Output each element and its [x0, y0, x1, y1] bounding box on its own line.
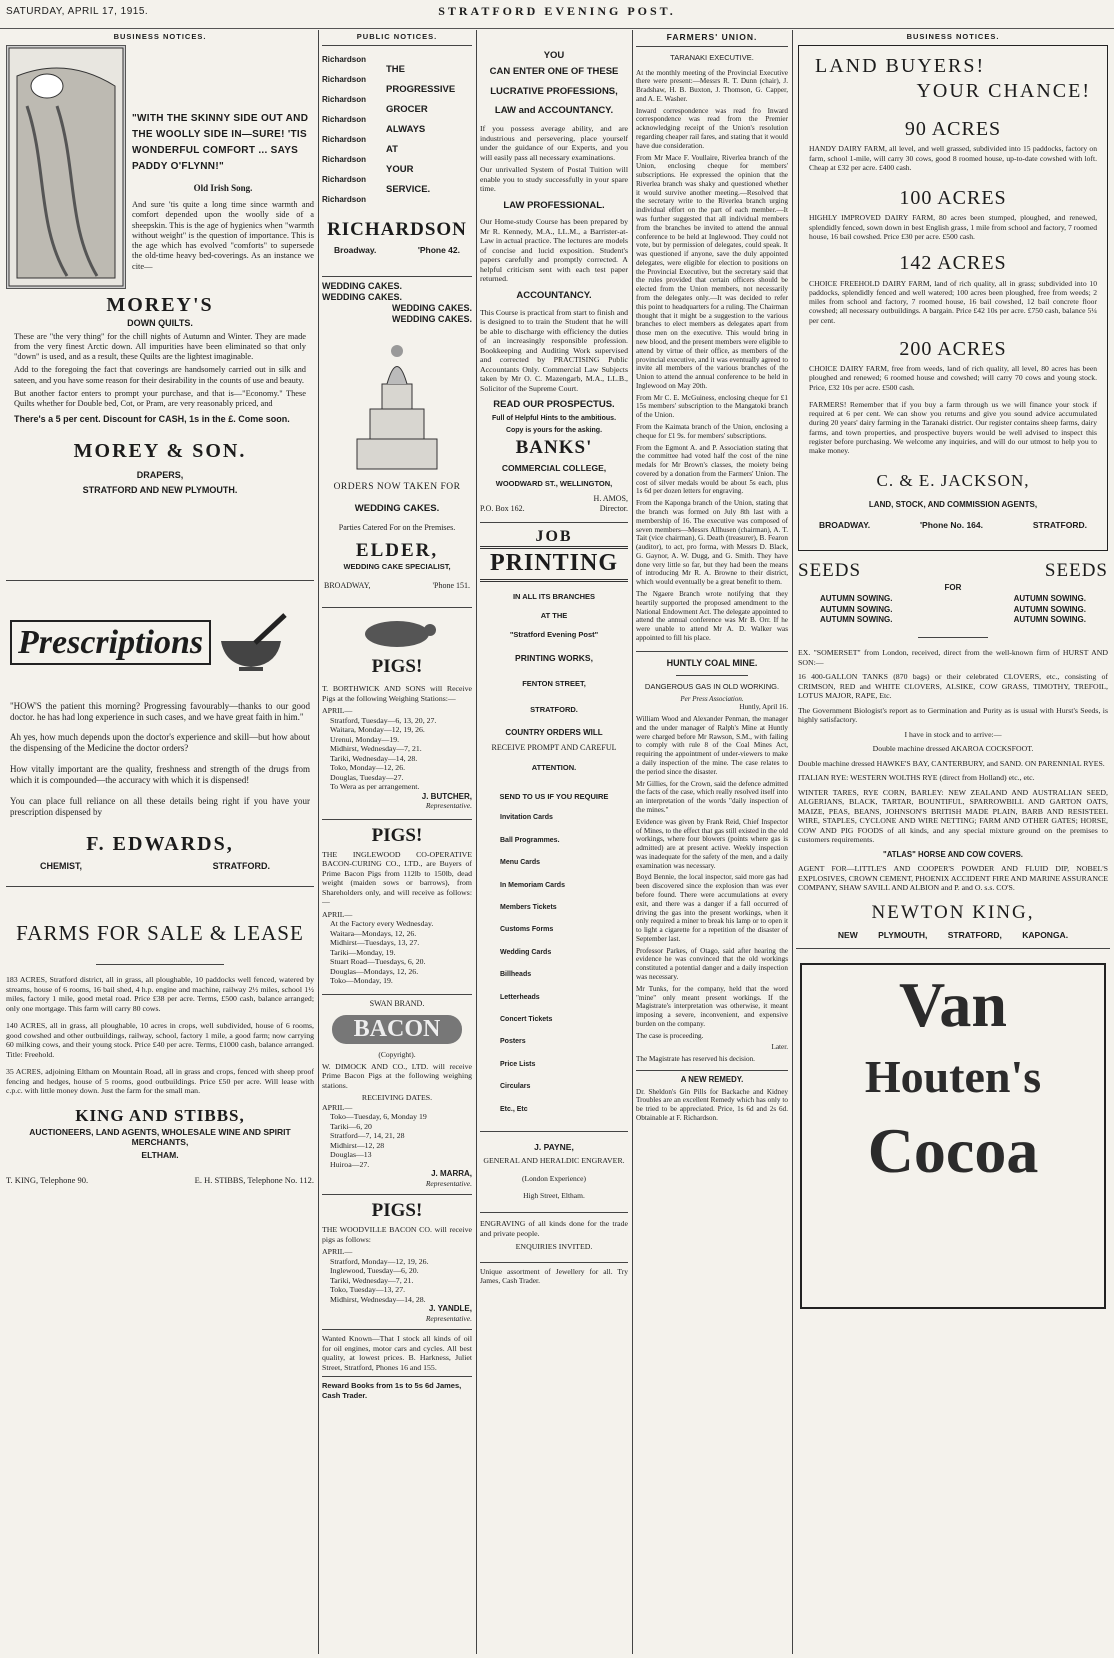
union-paragraph: From Mr C. E. McGuiness, enclosing cheque for £1 15s members' subscription to the Mangatoki branch of the Union.: [636, 393, 788, 420]
slogan-word: YOUR: [386, 163, 414, 175]
college-para-4: This Course is practical from start to finish and is designed to to train the Student that he will be able to discharge with efficiency the duties of an increasingly responsible profession. Bookkeeping and Auditing Work supervised and corrected by PRACTISING Public Accountants Only. Commercial Law Subjects taken by Mr O. C. Mazengarb, M.A., LL.B., Solicitor of the Supreme Court.: [480, 307, 628, 393]
schedule-month: APRIL—: [322, 909, 353, 919]
printing-item: Etc., Etc: [500, 1105, 528, 1113]
swan-brand: SWAN BRAND.: [369, 998, 425, 1008]
schedule-entry: Urenui, Monday—19.: [330, 734, 400, 744]
union-paragraph: From Mr Mace F. Voullaire, Riverlea branch of the Union, enclosing cheque for members' subscriptions. He expressed the opinion that the Riverlea branch was shaky and questioned whether it would survive another meeting.—Resolved that the secretary write to the Riverlea branch urging individual effort on the part of each member.—It was further suggested that all individual members from the branches be invited to attend the annual conference to be held at Inglewood. They could not vote, but by permission of delegates, could speak. It was questioned if anyone, save the duly appointed delegates, were eligible for election to positions on the Provincial Executive, but the secretary said that the rules provided that certain officers should be elected from the Union members, not necessarily from the delegates only.—It was decided to refer this point to headquarters for a ruling. The Chairman thought that it might be a suggestion to the various branches to elect members as delegates apart from those men on the executive. This would bring in new blood, and the present members were eligible to attend by virtue of their office, as members of the provincial executive, and it was eventually agreed to invite all members of the various branches of the Union to attend the annual conference to be held in Inglewood on May 20th.: [636, 153, 788, 390]
reward-books-notice: Reward Books from 1s to 5s 6d James, Cash Trader.: [322, 1381, 462, 1400]
job-heading: JOB: [535, 527, 573, 545]
richardson-name: Richardson: [322, 135, 367, 145]
wedding-cakes-line: WEDDING CAKES.: [391, 313, 472, 324]
schedule-entry: Stuart Road—Tuesdays, 6, 20.: [330, 957, 426, 967]
elder-cakes: WEDDING CAKES.: [354, 503, 440, 515]
column-1: [6, 30, 314, 1654]
issue-date: SATURDAY, APRIL 17, 1915.: [6, 6, 149, 17]
schedule-entry: Toko, Tuesday—13, 27.: [330, 1285, 406, 1295]
college-para-1: If you possess average ability, and are industrious and persevering, place yourself under the guidance of our Experts, and you will easily pass all necessary examinations.: [480, 124, 628, 162]
schedule-entry: Huiroa—27.: [330, 1159, 370, 1169]
banks-director: Director.: [599, 504, 628, 514]
prospectus-hint: Full of Helpful Hints to the ambitious.: [491, 414, 617, 422]
elder-advert: [322, 281, 472, 595]
elder-orders: ORDERS NOW TAKEN FOR: [333, 481, 461, 492]
union-paragraph: From the Kaimata branch of the Union, enclosing a cheque for £1 9s. for members' subscriptions.: [636, 422, 788, 440]
huntly-subheading: DANGEROUS GAS IN OLD WORKING.: [644, 681, 780, 691]
banks-amos: H. AMOS,: [593, 494, 628, 504]
huntly-paragraph: Mr Tunks, for the company, held that the word "mine" only meant present workings. If the Magistrate's interpretation was otherwise, it meant imposing a severe, inconvenient, and expensive burden on the company.: [636, 984, 788, 1028]
printing-item: Billheads: [500, 971, 532, 979]
printing-item: Members Tickets: [500, 904, 557, 912]
union-paragraph: Inward correspondence was read fro Inward correspondence was read from the Premier acknowledging receipt of the Union's resolution regarding cheaper rail fares, and stating that it would have due consideration.: [636, 106, 788, 150]
payne-trade: GENERAL AND HERALDIC ENGRAVER.: [483, 1156, 625, 1166]
elder-parties: Parties Catered For on the Premises.: [338, 522, 456, 532]
banks-college: COMMERCIAL COLLEGE,: [501, 462, 607, 473]
quilt-drawing-icon: [7, 46, 125, 288]
schedule-entry: Douglas—Mondays, 12, 26.: [330, 966, 419, 976]
column-4: [636, 30, 788, 1654]
jackson-heading-1: LAND BUYERS!: [815, 55, 986, 78]
slogan-word: SERVICE.: [386, 183, 431, 195]
schedule-entry: Douglas—13: [330, 1150, 372, 1160]
schedule-entry: Stratford—7, 14, 21, 28: [330, 1131, 405, 1141]
masthead: [0, 0, 1114, 29]
column-rule: [318, 30, 319, 1654]
engraving-notice: ENGRAVING of all kinds done for the trade and private people.: [480, 1219, 628, 1238]
van-houten-word: Van: [899, 969, 1007, 1041]
richardson-name: Richardson: [322, 175, 367, 185]
section-header: BUSINESS NOTICES.: [906, 32, 1000, 41]
edwards-para-4: You can place full reliance on all these details being right if you have your prescription dispensed by: [10, 796, 310, 818]
morey-quote: "WITH THE SKINNY SIDE OUT AND THE WOOLLY SIDE IN—SURE! 'TIS WONDERFUL COMFORT ... SAYS PADDY O'FLYNN!": [132, 113, 309, 173]
printing-item: Price Lists: [500, 1060, 536, 1068]
printing-item: Wedding Cards: [500, 948, 552, 956]
acreage-heading: 200 ACRES: [899, 337, 1007, 360]
huntly-paragraph: Later.: [771, 1043, 788, 1052]
schedule-entry: Toko—Monday, 19.: [330, 976, 393, 986]
column-rule: [632, 30, 633, 1654]
kingstibbs-town: ELTHAM.: [141, 1150, 179, 1161]
section-header: BUSINESS NOTICES.: [113, 32, 207, 41]
farm-description: CHOICE DAIRY FARM, free from weeds, land of rich quality, all level, 80 acres has been ploughed and renewed; 6 roomed house and cowshed; will carry 70 cows and young stock. Price, £32 10s per acre. £500 cash.: [809, 364, 1097, 392]
richardson-name: Richardson: [322, 195, 367, 205]
jackson-firm: C. & E. JACKSON,: [876, 471, 1030, 491]
column-rule: [476, 30, 477, 1654]
richardson-firm: RICHARDSON: [327, 219, 467, 241]
printing-item: Invitation Cards: [500, 814, 553, 822]
huntly-heading: HUNTLY COAL MINE.: [666, 657, 758, 668]
law-heading: LAW PROFESSIONAL.: [503, 199, 605, 211]
kingstibbs-firm: KING AND STIBBS,: [75, 1105, 245, 1125]
seeds-para: 16 400-GALLON TANKS (870 bags) or their celebrated CLOVERS, etc., consisting of CRIMSON, RED and WHITE CLOVERS, ALSIKE, COW GRASS, TIMOTHY, TREFOIL, LOTUS MAJOR, RAPE, Etc.: [798, 672, 1108, 701]
slogan-word: AT: [386, 143, 398, 155]
farm-description: CHOICE FREEHOLD DAIRY FARM, land of rich quality, all in grass; subdivided into 10 paddocks, splendidly fenced and well watered; 100 acres been ploughed, free from weeds; 2 miles from school and factory, 7 roomed house, 16 bail cowshed, 12 bail concrete floor cowshed; all necessary outbuildings. A bargain. Price £42 10s per acre. £750 cash, balance 5¼ per cent.: [809, 278, 1097, 325]
works-line: PRINTING WORKS,: [515, 653, 593, 664]
schedule-entry: Toko—Tuesday, 6, Monday 19: [330, 1112, 427, 1122]
seeds-para: WINTER TARES, RYE CORN, BARLEY: NEW ZEALAND AND AUSTRALIAN SEED, ALGERIANS, BLACK, TARTAR, BOUNTIFUL, SPARROWBILL AND GARTON OATS, MAIZE, PEAS, BEANS, JOHNSON'S BRITISH MADE PLAIN, BARB AND RESISTEEL WIRE, STAPLES, CYCLONE AND WIRE NETTING; FARM AND OTHER GATES; HORSE, COW AND PIG FOODS of all kinds, and any special mixture ground on the premises to customers requirements.: [798, 787, 1108, 845]
printing-item: Concert Tickets: [500, 1016, 553, 1023]
huntly-paragraph: The Magistrate has reserved his decision.: [636, 1055, 755, 1064]
seeds-para: "ATLAS" HORSE AND COW COVERS.: [883, 849, 1023, 859]
schedule-entry: Midhirst—Tuesdays, 13, 27.: [330, 938, 420, 948]
jackson-advert: [798, 45, 1108, 551]
at-the-line: AT THE: [540, 610, 568, 620]
union-paragraph: The Ngaere Branch wrote notifying that they heartily supported the proposed amendment to the National Endowment Act. The delegate appointed to attend the annual conference was Mr B. Orr. If he were unable to attend Mr A. D. Walker was appointed to fill his place.: [636, 590, 788, 642]
huntly-dateline: Huntly, April 16.: [739, 703, 788, 712]
section-header: FARMERS' UNION.: [666, 32, 758, 42]
column-3: [480, 30, 628, 1654]
van-houten-word: Cocoa: [867, 1114, 1039, 1186]
morey-advert: [6, 45, 314, 580]
huntly-paragraph: The case is proceeding.: [636, 1031, 704, 1040]
farmers-note: FARMERS! Remember that if you buy a farm through us we will finance your stock if required at 6 per cent. We can show you returns and give you sound advice accumulated during 20 years' dairy farming in the Taranaki district. Our register contains sheep farms, dairy farms, and town properties, and prospective buyers would be well advised to inspect this register before purchasing. We welcome any inquiries, and will do our utmost to help you to make money.: [809, 399, 1097, 456]
jewellery-notice: Unique assortment of Jewellery for all. Try James, Cash Trader.: [480, 1266, 628, 1285]
van-houtens-advert: [800, 963, 1106, 1309]
schedule-entry: Midhirst, Wednesday—14, 28.: [330, 1294, 426, 1304]
receive-prompt: RECEIVE PROMPT AND CAREFUL: [491, 743, 617, 753]
seeds-para: ITALIAN RYE: WESTERN WOLTHS RYE (direct from Holland) etc., etc.: [798, 773, 1035, 783]
pigs-heading: PIGS!: [371, 824, 423, 846]
huntly-paragraph: Evidence was given by Frank Reid, Chief Inspector of Mines, to the effect that gas still existed in the old workings, where four blowers (points where gas is admitted) are at present active. Weekly inspection was inadequate for the safety of the men, and a daily examination was necessary.: [636, 817, 788, 870]
woodville-intro: THE WOODVILLE BACON CO. will receive pigs as follows:: [322, 1225, 472, 1244]
printing-item: Customs Forms: [500, 926, 554, 934]
country-orders: COUNTRY ORDERS WILL: [505, 727, 603, 737]
pigs-heading: PIGS!: [371, 656, 423, 678]
schedule-entry: Toko, Monday—12, 26.: [330, 763, 406, 773]
richardson-name: Richardson: [322, 115, 367, 125]
morey-firm: MOREY & SON.: [73, 440, 247, 463]
huntly-paragraph: Boyd Bennie, the local inspector, said more gas had been discovered since the explosion than was ever before found. There were accumulations at every exit, and there was a danger if a fall occurred of driving the gas into the present workings, when it only required a miner to break his lamp or to open it to light a cigarette for a repetition of the disaster of September last.: [636, 873, 788, 943]
banks-street: WOODWARD ST., WELLINGTON,: [495, 479, 613, 489]
college-para-2: Our unrivalled System of Postal Tuition will enable you to study successfully in your spare time.: [480, 165, 628, 194]
richardson-name: Richardson: [322, 95, 367, 105]
wedding-cakes-line: WEDDING CAKES.: [322, 280, 403, 291]
marra-role: Representative.: [425, 1179, 472, 1189]
richardson-address: Broadway.: [334, 245, 377, 256]
payne-experience: (London Experience): [522, 1173, 586, 1183]
marra-name: J. MARRA,: [431, 1169, 472, 1179]
yandle-name: J. YANDLE,: [428, 1304, 472, 1314]
sleeper-illustration: [6, 45, 126, 289]
edwards-para-1: "HOW'S the patient this morning? Progressing favourably—thanks to our good doctor. he has had long experience in such cases, and we have great faith in him.": [10, 700, 310, 722]
schedule-entry: Stratford, Tuesday—6, 13, 20, 27.: [330, 715, 437, 725]
richardson-phone: 'Phone 42.: [417, 245, 460, 256]
schedule-entry: At the Factory every Wednesday.: [330, 919, 434, 929]
seeds-heading-right: SEEDS: [1044, 560, 1108, 582]
schedule-entry: Stratford, Monday—12, 19, 26.: [330, 1256, 429, 1266]
prospectus-copy: Copy is yours for the asking.: [505, 427, 603, 435]
bacon-copyright: (Copyright).: [378, 1049, 416, 1059]
schedule-entry: To Wera as per arrangement.: [330, 782, 420, 792]
edwards-town: STRATFORD.: [212, 860, 270, 871]
dimock-advert: [322, 999, 472, 1189]
printing-item: Posters: [500, 1038, 526, 1046]
edwards-firm: F. EDWARDS,: [86, 833, 234, 856]
printing-item: Menu Cards: [500, 859, 541, 867]
morey-brand: MOREY'S: [106, 294, 214, 317]
jackson-town: STRATFORD.: [1032, 519, 1087, 530]
schedule-entry: Midhirst—12, 28: [330, 1140, 385, 1150]
jackson-phone: 'Phone No. 164.: [920, 519, 983, 530]
newton-king-firm: NEWTON KING,: [871, 901, 1035, 923]
richardson-name: Richardson: [322, 55, 367, 65]
banks-college-advert: [480, 30, 628, 514]
schedule-entry: Tariki—6, 20: [330, 1121, 372, 1131]
job-printing-advert: [480, 527, 628, 1121]
yandle-role: Representative.: [425, 1314, 472, 1324]
payne-address: High Street, Eltham.: [523, 1190, 585, 1200]
woodville-advert: [322, 1199, 472, 1323]
professions-headline: CAN ENTER ONE OF THESE LUCRATIVE PROFESSIONS, LAW and ACCOUNTANCY.: [489, 65, 619, 117]
inglewood-intro: THE INGLEWOOD CO-OPERATIVE BACON-CURING CO., LTD., are Buyers of Prime Bacon Pigs from 112lb to 150lb, dead weight (maiden sows or barrows), from Shareholders only, and will receive as follows:—: [322, 849, 472, 907]
printing-item: In Memoriam Cards: [500, 881, 565, 889]
jackson-heading-2: YOUR CHANCE!: [916, 79, 1091, 102]
schedule-month: APRIL—: [322, 1247, 353, 1257]
enquiries-invited: ENQUIRIES INVITED.: [515, 1242, 593, 1252]
schedule-month: APRIL—: [322, 1102, 353, 1112]
seeds-heading-left: SEEDS: [798, 560, 862, 582]
butcher-name: J. BUTCHER,: [421, 791, 472, 801]
farms-advert: [6, 887, 314, 1185]
morey-product: DOWN QUILTS.: [127, 317, 193, 328]
newspaper-title: STRATFORD EVENING POST.: [438, 4, 676, 18]
acreage-heading: 90 ACRES: [904, 117, 1002, 140]
remedy-text: Dr. Sheldon's Gin Pills for Backache and Kidney Troubles are an excellent Remedy which has only to be tried to be appreciated. Price, 1s 6d and 2s 6d. Obtainable at F. Richardson.: [636, 1087, 788, 1122]
edwards-para-2: Ah yes, how much depends upon the doctor's experience and skill—but how about the dispensing of the Medicine the doctor orders?: [10, 732, 310, 754]
wedding-cakes-line: WEDDING CAKES.: [391, 302, 472, 313]
farm-listing: 35 ACRES, adjoining Eltham on Mountain Road, all in grass and crops, fenced with sheep proof fencing and hedges, house of 5 rooms, good outbuildings. Price £50 per acre. Will lease with c.p.c. with little money down. Just the farm for the small man.: [6, 1067, 314, 1096]
bacon-logo: BACON: [332, 1015, 462, 1044]
payne-advert: [480, 1142, 628, 1200]
morey-para-1: These are "the very thing" for the chill nights of Autumn and Winter. They are made from the very finest Arctic down. All impurities have been eliminated so that only "down" is used, and as a result, these Quilts are the lightest imaginable.: [14, 331, 306, 361]
acreage-heading: 100 ACRES: [899, 187, 1007, 210]
seeds-para: Double machine dressed HAWKE'S BAY, CANTERBURY, and SAND. ON PARENNIAL RYES.: [798, 758, 1105, 768]
press-association: Per Press Association.: [680, 694, 744, 703]
stibbs-phone: E. H. STIBBS, Telephone No. 112.: [194, 1174, 314, 1185]
morey-song: Old Irish Song.: [193, 183, 253, 194]
printing-item: Ball Programmes.: [500, 836, 560, 844]
branches-line: IN ALL ITS BRANCHES: [512, 591, 596, 601]
autumn-sowing: AUTUMN SOWING.: [1013, 615, 1086, 625]
seeds-para: Double machine dressed AKAROA COCKSFOOT.: [872, 744, 1034, 754]
wedding-cakes-line: WEDDING CAKES.: [322, 291, 403, 302]
printing-item: Circulars: [500, 1083, 531, 1091]
payne-name: J. PAYNE,: [534, 1141, 574, 1152]
van-houten-word: Houten's: [864, 1050, 1042, 1102]
elder-firm: ELDER,: [355, 539, 439, 561]
schedule-entry: Waitara, Monday—12, 19, 26.: [330, 725, 425, 735]
edwards-para-3: How vitally important are the quality, freshness and strength of the drugs from which it is compounded—the accuracy with which it is dispensed!: [10, 764, 310, 786]
autumn-sowing: AUTUMN SOWING.: [820, 594, 893, 604]
autumn-sowing: AUTUMN SOWING.: [1013, 594, 1086, 604]
seeds-para: AGENT FOR—LITTLE'S AND COOPER'S POWDER AND FLUID DIP, NOBEL'S EXPLOSIVES, CROWN CEMENT, PHOENIX ACCIDENT FIRE AND MARINE ASSURANCE COMPANY, SHAW SAVILL AND ALBION and P. and O. s.s. CO'S.: [798, 864, 1108, 893]
harkness-notice: Wanted Known—That I stock all kinds of oil for oil engines, motor cars and cycles. All best quality, at lowest prices. B. Harkness, Juliet Street, Stratford, Phones 16 and 155.: [322, 1334, 472, 1372]
morey-para-2: Add to the foregoing the fact that coverings are handsomely carried out in silk and sateen, and you have some reason for their desirability in the counts of use and beauty.: [14, 365, 306, 385]
prescriptions-heading: Prescriptions: [10, 620, 211, 665]
schedule-entry: Inglewood, Tuesday—6, 20.: [330, 1266, 419, 1276]
schedule-entry: Tariki, Wednesday—14, 28.: [330, 753, 418, 763]
post-line: "Stratford Evening Post": [509, 629, 599, 639]
prospectus-heading: READ OUR PROSPECTUS.: [493, 399, 615, 411]
huntly-paragraph: Professor Parkes, of Otago, said after hearing the evidence he was convinced that the old workings constituted a potential danger and a daily inspection was necessary.: [636, 946, 788, 982]
autumn-sowing: AUTUMN SOWING.: [1013, 604, 1086, 614]
huntly-paragraph: William Wood and Alexander Penman, the manager and the under manager of Ralph's Mine at Huntly were charged before Mr Rawson, S.M., with failing to comply with rule 8 of the Coal Mines Act, requiring the appointment of under-viewers to make a daily inspection of the mine. The case relates to the period since the disaster.: [636, 715, 788, 776]
schedule-month: APRIL—: [322, 706, 353, 716]
union-paragraph: At the monthly meeting of the Provincial Executive there were present:—Messrs R. T. Dunn (chair), J. Bradshaw, H. B. Buxton, J. Thomson, G. Capper, and A. E. Washer.: [636, 68, 788, 103]
pig-icon: [322, 616, 472, 652]
accountancy-heading: ACCOUNTANCY.: [516, 289, 592, 301]
dimock-intro: W. DIMOCK AND CO., LTD. will receive Prime Bacon Pigs at the following weighing stations.: [322, 1061, 472, 1090]
morey-discount: There's a 5 per cent. Discount for CASH, 1s in the £. Come soon.: [14, 414, 290, 425]
morey-intro: And sure 'tis quite a long time since warmth and comfort depended upon the woolly side of a sheepskin. This is the age of hygienics when "warmth without weight" is the question of importance. This is the age which has evolved "comforts" to supersede the old-time heavy bed-coverings. As an instance we cite—: [132, 200, 314, 271]
dimock-receiving: RECEIVING DATES.: [361, 1093, 433, 1103]
stratford-line: STRATFORD.: [530, 704, 578, 714]
farm-listing: 140 ACRES, all in grass, all ploughable, 10 acres in crops, well subdivided, house of 6 rooms, good cowshed and other outbuildings, railway, school, factory 1 mile, a good farm; now carrying 60 milking cows, and their young stock. Price £40 per acre. Terms, £1000 cash, balance arranged. Title: Freehold.: [6, 1021, 314, 1059]
farms-heading: FARMS FOR SALE & LEASE: [16, 920, 304, 945]
banks-name: BANKS': [515, 436, 593, 458]
fenton-line: FENTON STREET,: [522, 679, 586, 689]
section-header: PUBLIC NOTICES.: [356, 32, 438, 41]
pigs-heading: PIGS!: [371, 1200, 423, 1222]
schedule-entry: Douglas, Tuesday—27.: [330, 772, 404, 782]
borthwick-advert: [322, 612, 472, 811]
farm-description: HIGHLY IMPROVED DAIRY FARM, 80 acres been stumped, ploughed, and renewed, splendidly fenced, sown down in best English grass, 1 mile from school and factory, 7 roomed house, 16 bail cowshed. Price £30 per acre. £500 cash.: [809, 213, 1097, 241]
farm-listing: 183 ACRES, Stratford district, all in grass, all ploughable, 10 paddocks well fenced, watered by streams, house of 6 rooms, 16 bail shed, 4 h.p. engine and machine, railway 2½ miles, school 1½ miles, factory 1 mile, good metal road. Price £38 per acre. Terms, £500 cash, balance arranged; only one mortgage. This farm will carry 80 cows.: [6, 975, 314, 1013]
union-paragraph: From the Kaponga branch of the Union, stating that the branch was formed on July 8th last with a membership of 16. The executive was composed of seven members—Messrs Allhusen (chairman), A. T. Tait (vice chairman), G. Death (treasurer), B. Fearon (auditor), to act, pro forma, with Messrs D. Black, G. Gaynor, A. W. Dugg, and G. Smith. They have done very little so far, but they had been the means of introducing Mr R. A. Browne to their district, which would eventually be a great benefit to them.: [636, 499, 788, 587]
autumn-sowing: AUTUMN SOWING.: [820, 615, 893, 625]
union-paragraph: From the Egmont A. and P. Association stating that the committee had voted half the cost of the nine medals for Mr Brown's classes, the moiety being covered by a donation from the Farmers' Union. The cost of silver medals would be about 5s each, plus 1s 6d per dozen letters for engraving.: [636, 443, 788, 496]
acreage-heading: 142 ACRES: [899, 252, 1007, 275]
huntly-paragraph: Mr Gillies, for the Crown, said the defence admitted the facts of the case, which really resolved itself into an interpretation of the words "daily inspection of the mines.": [636, 779, 788, 814]
seeds-para: EX. "SOMERSET" from London, received, direct from the well-known firm of HURST AND SON:—: [798, 648, 1108, 667]
butcher-role: Representative.: [425, 801, 472, 811]
schedule-entry: Midhirst, Wednesday—7, 21.: [330, 744, 422, 754]
morey-para-3: But another factor enters to prompt your purchase, and that is—"Economy." These Quilts whether for Double bed, Cot, or Pram, are very reasonably priced, and: [14, 388, 306, 408]
newton-king-advert: [796, 555, 1110, 944]
jackson-address: BROADWAY.: [819, 519, 871, 530]
printing-heading: PRINTING: [480, 546, 628, 581]
richardson-advert: [322, 50, 472, 260]
seeds-para: I have in stock and to arrive:—: [904, 729, 1002, 739]
attention-line: ATTENTION.: [531, 763, 577, 773]
union-subheading: TARANAKI EXECUTIVE.: [670, 53, 754, 63]
kingstibbs-trade: AUCTIONEERS, LAND AGENTS, WHOLESALE WINE AND SPIRIT MERCHANTS,: [29, 1126, 291, 1147]
newton-king-towns: NEW PLYMOUTH, STRATFORD, KAPONGA.: [837, 930, 1069, 941]
seeds-for: FOR: [944, 582, 962, 592]
seeds-para: The Government Biologist's report as to Germination and Purity as is usual with Hurst's Seeds, is highly satisfactory.: [798, 705, 1108, 725]
mortar-pestle-icon: [211, 613, 291, 673]
college-para-3: Our Home-study Course has been prepared by Mr R. Kennedy, M.A., LL.M., a Barrister-at-Law in actual practice. The lectures are models of concise and lucid exposition. Student's papers carefully and promptly corrected. A helpful criticism sent with each test paper returned.: [480, 217, 628, 284]
morey-trade: DRAPERS,: [136, 469, 184, 480]
wedding-cake-icon: [322, 329, 472, 479]
jackson-trade: LAND, STOCK, AND COMMISSION AGENTS,: [868, 500, 1038, 510]
farm-description: HANDY DAIRY FARM, all level, and well grassed, subdivided into 15 paddocks, factory on farm, school 1-mile, will carry 30 cows, good 8 roomed house, up-to-date cowshed with loft. Cheap at £32 per acre. £400 cash.: [809, 144, 1097, 172]
elder-phone: 'Phone 151.: [432, 581, 470, 591]
king-phone: T. KING, Telephone 90.: [6, 1174, 89, 1185]
banks-box: P.O. Box 162.: [480, 504, 525, 514]
autumn-sowing: AUTUMN SOWING.: [820, 604, 893, 614]
schedule-entry: Waitara—Mondays, 12, 26.: [330, 928, 417, 938]
slogan-word: ALWAYS: [386, 123, 426, 135]
schedule-entry: Tariki—Monday, 19.: [330, 947, 396, 957]
send-line: SEND TO US IF YOU REQUIRE: [499, 792, 609, 802]
schedule-entry: Tariki, Wednesday—7, 21.: [330, 1275, 414, 1285]
column-5: [796, 30, 1110, 1654]
you-line: YOU: [543, 50, 565, 61]
slogan-word: THE: [386, 64, 405, 76]
borthwick-intro: T. BORTHWICK AND SONS will Receive Pigs at the following Weighing Stations:—: [322, 684, 472, 703]
column-2: [322, 30, 472, 1654]
column-rule: [792, 30, 793, 1654]
slogan-word: PROGRESSIVE: [386, 84, 456, 96]
edwards-advert: [6, 581, 314, 887]
slogan-word: GROCER: [386, 104, 428, 116]
edwards-trade: CHEMIST,: [40, 860, 83, 871]
printing-item: Letterheads: [500, 993, 540, 1001]
elder-address: BROADWAY,: [324, 581, 371, 591]
remedy-heading: A NEW REMEDY.: [680, 1075, 744, 1085]
richardson-name: Richardson: [322, 155, 367, 165]
morey-towns: STRATFORD AND NEW PLYMOUTH.: [82, 484, 238, 495]
elder-trade: WEDDING CAKE SPECIALIST,: [343, 561, 451, 571]
richardson-name: Richardson: [322, 75, 367, 85]
inglewood-advert: [322, 824, 472, 986]
